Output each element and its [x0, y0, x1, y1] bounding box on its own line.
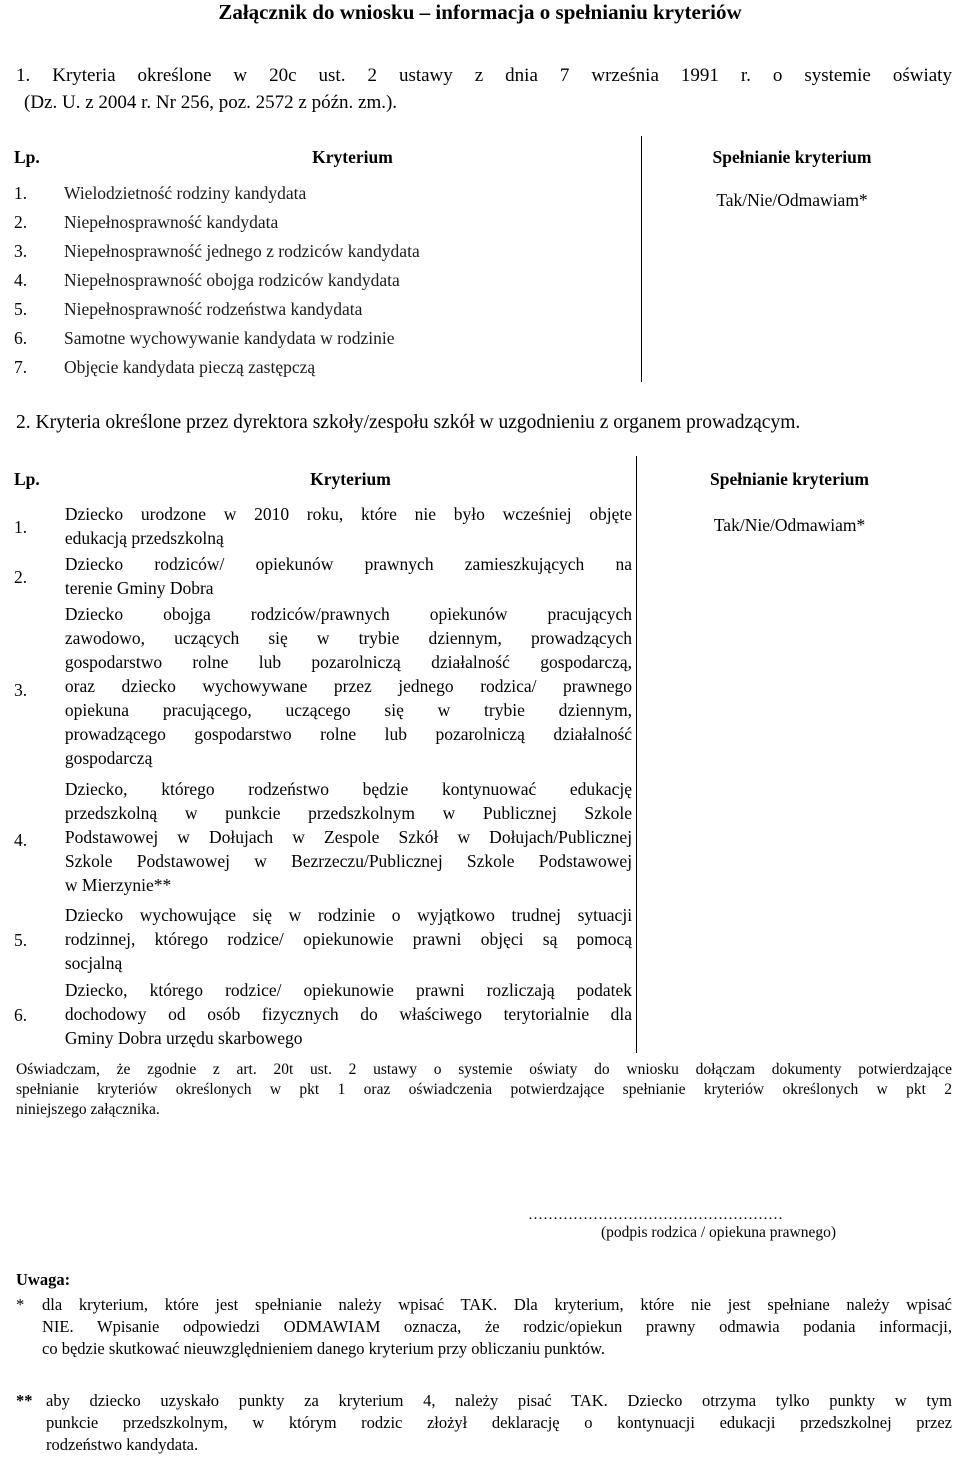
criterion-line: gospodarstwo rolne lub pozarolniczą działalność gospodarczą, — [64, 652, 633, 673]
row-criterion: Wielodzietność rodziny kandydata — [64, 183, 307, 203]
criteria-table-1 — [10, 136, 942, 382]
row-number: 2. — [14, 212, 28, 232]
criterion-line: Dziecko rodziców/ opiekunów prawnych zamieszkujących na — [64, 554, 633, 575]
note-line: rodzeństwo kandydata. — [46, 1435, 199, 1454]
criterion-line: Gminy Dobra urzędu skarbowego — [64, 1027, 303, 1048]
signature-label: (podpis rodzica / opiekuna prawnego) — [601, 1224, 837, 1241]
notes-heading: Uwaga: — [16, 1270, 71, 1289]
criteria-table-2 — [10, 456, 942, 1053]
row-criterion — [65, 602, 637, 777]
row-number: 1. — [14, 517, 28, 538]
header-spelnianie: Spełnianie kryterium — [710, 469, 870, 489]
row-criterion: Samotne wychowywanie kandydata w rodzinie — [64, 328, 395, 348]
criterion-line: Szkole Podstawowej w Bezrzeczu/Publicznej Szkole Podstawowej — [64, 851, 633, 872]
row-criterion — [65, 978, 637, 1053]
note-line: dla kryterium, które jest spełnianie należy wpisać TAK. Dla kryterium, które nie jest spełniane należy wpisać — [42, 1295, 952, 1314]
row-number: 6. — [14, 1005, 28, 1026]
row-number: 5. — [14, 930, 28, 951]
word: ust. — [318, 65, 346, 86]
row-criterion: Niepełnosprawność rodzeństwa kandydata — [64, 299, 363, 319]
word: o — [772, 65, 783, 86]
fulfillment-column[interactable] — [642, 136, 943, 382]
declaration-line: spełnianie kryteriów określonych w pkt 1 oraz oświadczenia potwierdzające spełnianie kryteriów określonych w pkt 2 — [16, 1081, 952, 1098]
table-header-row — [10, 136, 942, 179]
note-line: co będzie skutkować nieuwzględnieniem danego kryterium przy obliczaniu punktów. — [42, 1339, 605, 1358]
criterion-line: Podstawowej w Dołujach w Zespole Szkół w Dołujach/Publicznej — [64, 827, 633, 848]
word: 2 — [367, 65, 377, 86]
word: ustawy — [398, 65, 453, 86]
word: września — [591, 65, 659, 86]
criterion-line: rodzinnej, którego rodzice/ opiekunowie prawni objęci są pomocą — [64, 928, 633, 949]
signature-line[interactable]: …………………………………………… — [528, 1207, 783, 1223]
declaration-text — [16, 1060, 952, 1120]
word: 1. — [16, 65, 31, 86]
header-lp: Lp. — [14, 147, 40, 167]
row-number: 1. — [14, 183, 28, 203]
criterion-line: przedszkolną w punkcie przedszkolnym w Publicznej Szkole — [64, 803, 633, 824]
row-criterion: Objęcie kandydata pieczą zastępczą — [64, 357, 316, 377]
word: określone — [137, 65, 212, 86]
declaration-line: niniejszego załącznika. — [16, 1101, 160, 1118]
page-title: Załącznik do wniosku – informacja o spełnianiu kryteriów — [218, 0, 742, 24]
section-2-heading: 2. Kryteria określone przez dyrektora szkoły/zespołu szkół w uzgodnieniu z organem prowadzącym. — [16, 412, 801, 433]
criterion-line: Dziecko urodzone w 2010 roku, które nie było wcześniej objęte — [64, 504, 633, 524]
criterion-line: prowadzącego gospodarstwo rolne lub pozarolniczą działalność — [64, 724, 633, 745]
table-header-row — [10, 456, 942, 502]
row-criterion — [65, 777, 637, 902]
word: w — [233, 65, 248, 86]
note-2-mark: ** — [16, 1391, 33, 1410]
criterion-line: terenie Gminy Dobra — [64, 578, 214, 599]
criterion-line: oraz dziecko wychowywane przez jednego rodzica/ prawnego — [64, 676, 633, 697]
section-1-line-2: (Dz. U. z 2004 r. Nr 256, poz. 2572 z późn. zm.). — [24, 92, 398, 113]
word: 7 — [559, 65, 570, 86]
row-number: 7. — [14, 357, 28, 377]
word: systemie — [804, 65, 871, 86]
criterion-line: w Mierzynie** — [64, 875, 172, 896]
header-kryterium: Kryterium — [312, 147, 393, 167]
row-criterion — [65, 502, 637, 552]
note-1-mark: * — [16, 1295, 25, 1314]
criterion-line: Dziecko, którego rodzice/ opiekunowie prawni rozliczają podatek — [64, 979, 633, 1000]
note-2-body — [46, 1390, 952, 1456]
row-criterion: Niepełnosprawność jednego z rodziców kandydata — [64, 241, 420, 261]
note-line: NIE. Wpisanie odpowiedzi ODMAWIAM oznacza, że rodzic/opiekun prawny odmawia podania informacji, — [42, 1317, 952, 1336]
row-number: 2. — [14, 567, 28, 588]
section-1-line-1 — [16, 62, 952, 89]
header-options: Tak/Nie/Odmawiam* — [716, 190, 868, 210]
row-criterion: Niepełnosprawność obojga rodziców kandydata — [64, 270, 400, 290]
note-line: aby dziecko uzyskało punkty za kryterium 4, należy pisać TAK. Dziecko otrzyma tylko punkty w tym — [46, 1391, 952, 1410]
row-number: 6. — [14, 328, 28, 348]
criterion-line: Dziecko, którego rodzeństwo będzie kontynuować edukację — [64, 779, 633, 800]
word: Kryteria — [52, 65, 116, 86]
header-options: Tak/Nie/Odmawiam* — [713, 515, 866, 535]
word: r. — [740, 65, 751, 86]
section-1-heading — [16, 62, 952, 116]
header-lp: Lp. — [14, 469, 40, 489]
criterion-line: edukacją przedszkolną — [64, 528, 224, 548]
fulfillment-column[interactable] — [637, 456, 942, 1053]
row-criterion — [65, 903, 637, 978]
note-1-body — [42, 1294, 952, 1360]
word: z — [474, 65, 484, 86]
criterion-line: Dziecko obojga rodziców/prawnych opiekunów pracujących — [64, 604, 633, 625]
row-number: 5. — [14, 299, 28, 319]
row-number: 4. — [14, 830, 28, 851]
row-number: 3. — [14, 241, 28, 261]
declaration-line: Oświadczam, że zgodnie z art. 20t ust. 2 ustawy o systemie oświaty do wniosku dołączam dokumenty potwierdzające — [16, 1061, 952, 1078]
criterion-line: opiekuna pracującego, uczącego się w trybie dziennym, — [64, 700, 633, 721]
row-number: 4. — [14, 270, 28, 290]
criterion-line: Dziecko wychowujące się w rodzinie o wyjątkowo trudnej sytuacji — [64, 904, 633, 925]
criterion-line: gospodarczą — [64, 748, 153, 769]
word: 1991 — [680, 65, 719, 86]
row-criterion — [65, 552, 637, 602]
note-line: punkcie przedszkolnym, w którym rodzic złożył deklarację o kontynuacji edukacji przedszkolnej przez — [46, 1413, 952, 1432]
criterion-line: zawodowo, uczących się w trybie dziennym, prowadzących — [64, 628, 633, 649]
header-spelnianie: Spełnianie kryterium — [712, 147, 872, 167]
word: 20c — [269, 65, 297, 86]
row-criterion: Niepełnosprawność kandydata — [64, 212, 279, 232]
header-kryterium: Kryterium — [310, 469, 391, 489]
word: dnia — [505, 65, 538, 86]
criterion-line: socjalną — [64, 952, 123, 973]
row-number: 3. — [14, 679, 28, 700]
criterion-line: dochodowy od osób fizycznych do właściwego terytorialnie dla — [64, 1003, 633, 1024]
word: oświaty — [892, 65, 952, 86]
